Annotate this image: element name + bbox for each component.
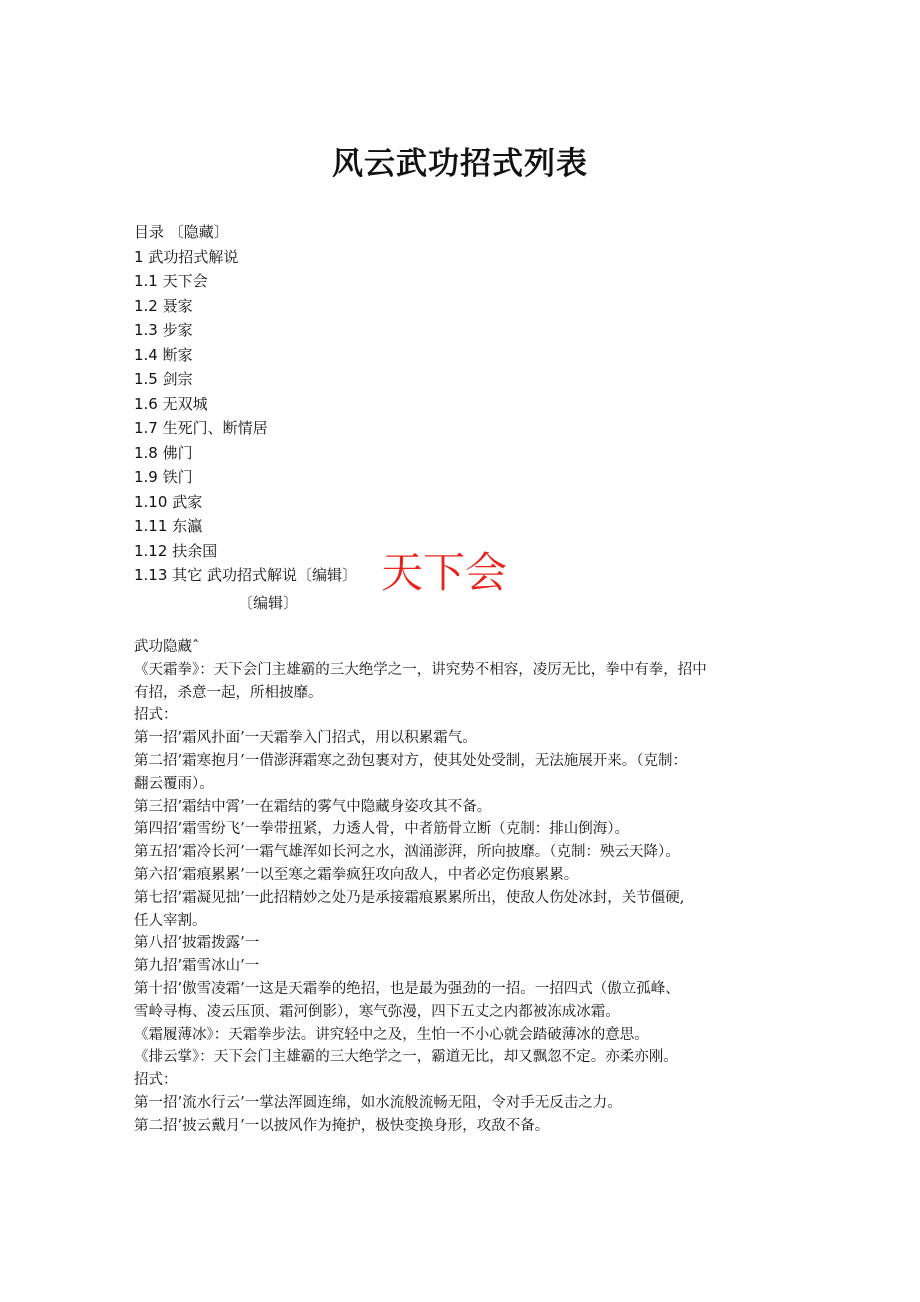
body-line: 招式： xyxy=(134,707,178,724)
toc-item-label: 东瀛 xyxy=(172,517,203,535)
body-text xyxy=(134,636,804,1138)
toc-item-number: 1 xyxy=(134,247,144,266)
body-line: 第九招’霜雪冰山’一 xyxy=(134,958,260,975)
toc-item[interactable] xyxy=(134,269,357,294)
toc-item-label: 无双城 xyxy=(162,394,208,413)
toc-item[interactable] xyxy=(134,490,357,515)
toc-item-label: 剑宗 xyxy=(162,370,193,388)
body-line: 《霜履薄冰》：天霜拳步法。讲究轻中之及，生怕一不小心就会踏破薄冰的意思。 xyxy=(134,1026,649,1043)
toc-item-number: 1.7 xyxy=(134,419,158,437)
toc-list xyxy=(134,245,357,588)
page-title: 风云武功招式列表 xyxy=(332,146,588,182)
toc-item[interactable] xyxy=(134,294,357,319)
toc-item-number: 1.13 xyxy=(134,566,168,584)
edit-link[interactable]: 〔编辑〕 xyxy=(238,594,299,612)
body-line: 第六招’霜痕累累’一以至寒之霜拳疯狂攻向敌人，中者必定伤痕累累。 xyxy=(134,866,579,883)
toc-item-label: 武家 xyxy=(172,492,203,511)
body-line: 第十招’傲雪凌霜’一这是天霜拳的绝招，也是最为强劲的一招。一招四式（傲立孤峰、 xyxy=(134,980,680,997)
toc-item[interactable] xyxy=(134,465,357,490)
body-line: 有招，杀意一起，所相披靡。 xyxy=(134,684,323,701)
toc-item-label: 聂家 xyxy=(162,296,193,315)
toc-item-number: 1.11 xyxy=(134,517,168,535)
toc-item-number: 1.8 xyxy=(134,443,158,462)
toc-item-number: 1.6 xyxy=(134,394,158,413)
body-line: 第四招’霜雪纷飞’一拳带扭紧，力透人骨，中者筋骨立断（克制：排山倒海）。 xyxy=(134,821,629,838)
toc-item-label: 其它 武功招式解说〔编辑〕 xyxy=(172,566,357,584)
body-line: 招式： xyxy=(134,1072,178,1089)
body-line: 第二招’霜寒抱月’一借澎湃霜寒之劲包裹对方，使其处处受制，无法施展开来。（克制： xyxy=(134,752,687,769)
toc-item[interactable] xyxy=(134,441,357,466)
toc-item[interactable] xyxy=(134,514,357,539)
toc-item[interactable] xyxy=(134,416,357,441)
toc-item-label: 断家 xyxy=(162,345,193,364)
toc-item-label: 铁门 xyxy=(162,468,193,486)
toc-item[interactable] xyxy=(134,392,357,417)
body-line: 第一招’流水行云’一掌法浑圆连绵，如水流般流畅无阻，令对手无反击之力。 xyxy=(134,1094,622,1111)
toc-item-number: 1.5 xyxy=(134,370,158,388)
table-of-contents xyxy=(134,220,357,588)
toc-item[interactable] xyxy=(134,245,357,270)
toc-item-label: 生死门、断情居 xyxy=(162,419,268,437)
body-line: 第一招’霜风扑面’一天霜拳入门招式，用以积累霜气。 xyxy=(134,730,477,747)
toc-header: 目录 〔隐藏〕 xyxy=(134,223,229,241)
body-line: 《天霜拳》：天下会门主雄霸的三大绝学之一，讲究势不相容，凌厉无比，拳中有拳，招中 xyxy=(134,661,707,678)
toc-item-number: 1.4 xyxy=(134,345,158,364)
toc-item-number: 1.12 xyxy=(134,541,168,560)
body-line: 第八招’披霜拨露’一 xyxy=(134,935,260,952)
body-line: 第二招’披云戴月’一以披风作为掩护，极快变换身形，攻敌不备。 xyxy=(134,1117,550,1134)
toc-item[interactable] xyxy=(134,367,357,392)
toc-item-number: 1.9 xyxy=(134,468,158,486)
body-line: 任人宰割。 xyxy=(134,912,207,929)
body-line: 第七招’霜凝见拙’一此招精妙之处乃是承接霜痕累累所出，使敌人伤处冰封，关节僵硬, xyxy=(134,889,685,906)
toc-item-number: 1.2 xyxy=(134,296,158,315)
toc-item-label: 天下会 xyxy=(162,272,208,290)
toc-item-label: 佛门 xyxy=(162,443,193,462)
toc-item[interactable] xyxy=(134,539,357,564)
toc-item-label: 武功招式解说 xyxy=(148,247,239,266)
toc-item[interactable] xyxy=(134,563,357,588)
toc-item-number: 1.3 xyxy=(134,321,158,339)
toc-item-label: 步家 xyxy=(162,321,193,339)
body-line: 武功隐藏ˆ xyxy=(134,639,200,655)
toc-item[interactable] xyxy=(134,343,357,368)
toc-item-number: 1.1 xyxy=(134,272,158,290)
toc-item[interactable] xyxy=(134,318,357,343)
body-line: 翻云覆雨）。 xyxy=(134,775,214,792)
body-line: 第五招’霜冷长河’一霜气雄浑如长河之水，汹涌澎湃，所向披靡。（克制：殃云天降）。 xyxy=(134,844,680,861)
body-line: 雪岭寻梅、凌云压顶、霜河倒影），寒气弥漫，四下五丈之内都被冻成冰霜。 xyxy=(134,1003,620,1020)
body-line: 《排云掌》：天下会门主雄霸的三大绝学之一，霸道无比，却又飘忽不定。亦柔亦刚。 xyxy=(134,1049,678,1066)
section-heading: 天下会 xyxy=(381,548,508,597)
toc-item-number: 1.10 xyxy=(134,492,168,511)
toc-item-label: 扶余国 xyxy=(172,541,218,560)
body-line: 第三招’霜结中霄’一在霜结的雾气中隐藏身姿攻其不备。 xyxy=(134,798,492,815)
